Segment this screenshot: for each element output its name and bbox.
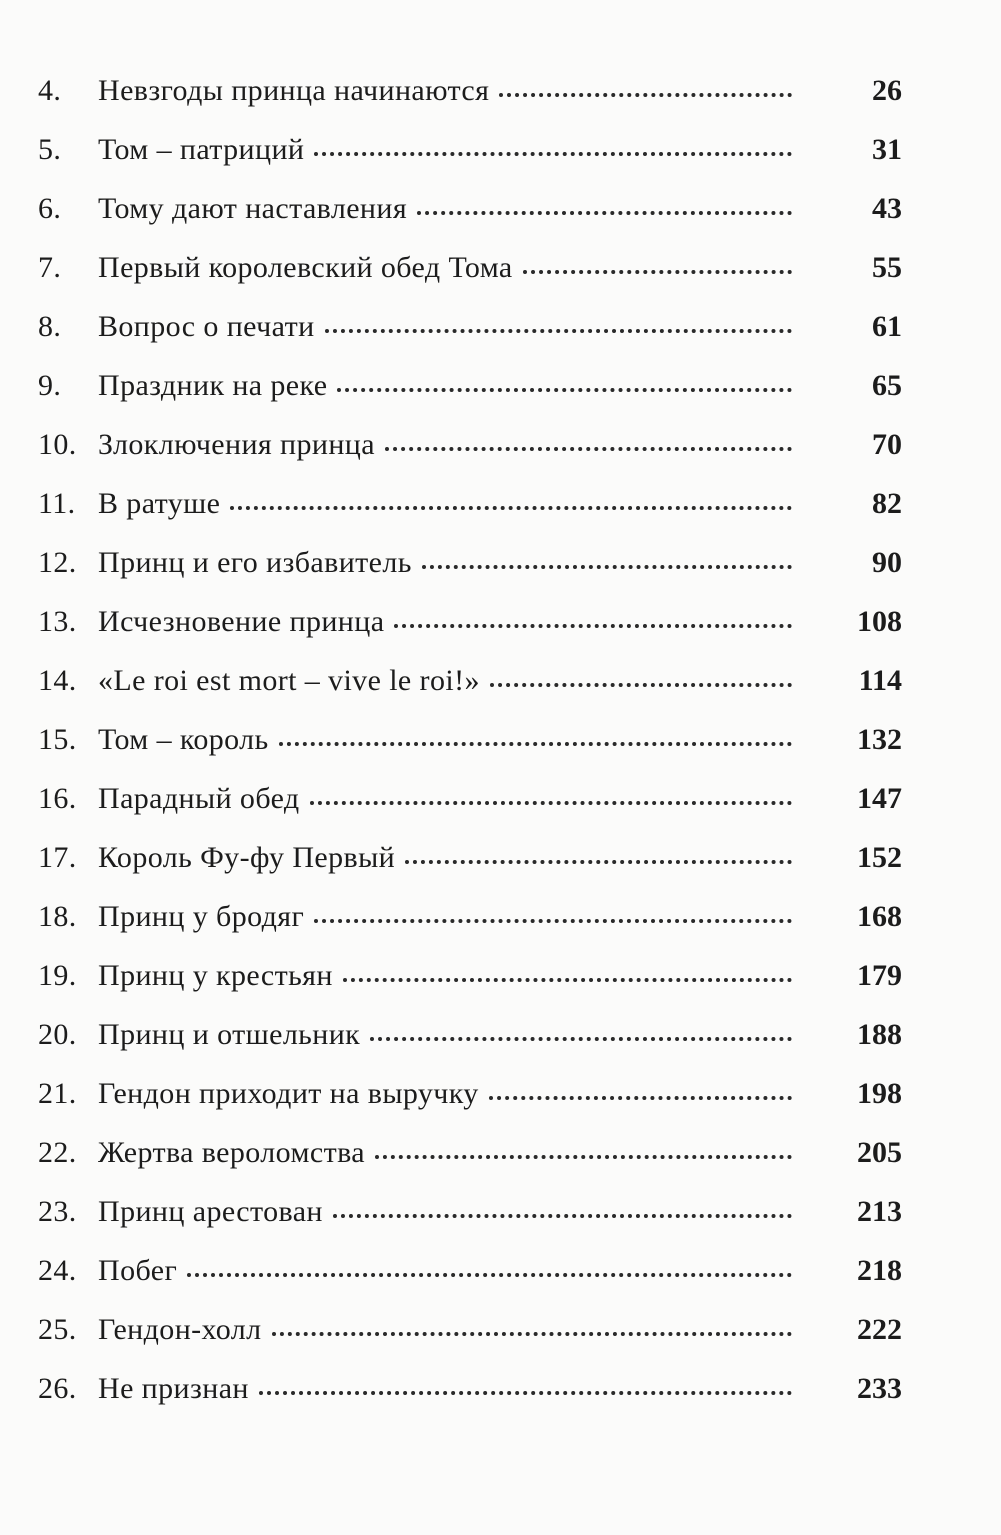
page-number: 90 (872, 546, 902, 579)
toc-entry (38, 133, 902, 192)
chapter-title: В ратуше (98, 487, 221, 520)
dot-leader (314, 919, 792, 923)
toc-entry (38, 369, 902, 428)
chapter-number: 13. (38, 605, 77, 638)
chapter-title: Невзгоды принца начинаются (98, 74, 490, 107)
chapter-title: Принц у бродяг (98, 900, 305, 933)
dot-leader (489, 1096, 792, 1100)
chapter-title: Принц и отшельник (98, 1018, 361, 1051)
page-number: 43 (872, 192, 902, 225)
chapter-title: Принц арестован (98, 1195, 323, 1228)
page-number: 147 (857, 782, 902, 815)
page-number: 198 (857, 1077, 902, 1110)
chapter-title: Жертва вероломства (98, 1136, 365, 1169)
toc-entry (38, 841, 902, 900)
chapter-title: Том – патриций (98, 133, 305, 166)
toc-entry (38, 959, 902, 1018)
toc-entry (38, 310, 902, 369)
chapter-title: Гендон приходит на выручку (98, 1077, 479, 1110)
chapter-title: Гендон-холл (98, 1313, 262, 1346)
chapter-title: Побег (98, 1254, 178, 1287)
chapter-title: Парадный обед (98, 782, 300, 815)
chapter-number: 16. (38, 782, 77, 815)
toc-entry (38, 1313, 902, 1372)
toc-entry (38, 251, 902, 310)
toc-entry (38, 192, 902, 251)
toc-entry (38, 723, 902, 782)
chapter-number: 12. (38, 546, 77, 579)
page-number: 233 (857, 1372, 902, 1405)
chapter-number: 14. (38, 664, 77, 697)
dot-leader (499, 93, 792, 97)
toc-entry (38, 900, 902, 959)
table-of-contents (38, 74, 902, 1431)
page-number: 168 (857, 900, 902, 933)
page-number: 26 (872, 74, 902, 107)
page-number: 179 (857, 959, 902, 992)
page-number: 65 (872, 369, 902, 402)
toc-entry (38, 1195, 902, 1254)
chapter-number: 4. (38, 74, 62, 107)
toc-entry (38, 1018, 902, 1077)
dot-leader (523, 270, 792, 274)
dot-leader (310, 801, 792, 805)
page-number: 205 (857, 1136, 902, 1169)
page-number: 213 (857, 1195, 902, 1228)
page-number: 108 (857, 605, 902, 638)
chapter-title: Не признан (98, 1372, 249, 1405)
dot-leader (333, 1214, 792, 1218)
chapter-title: Злоключения принца (98, 428, 375, 461)
chapter-number: 11. (38, 487, 76, 520)
toc-entry (38, 487, 902, 546)
dot-leader (385, 447, 792, 451)
page-number: 31 (872, 133, 902, 166)
page-number: 114 (858, 664, 902, 697)
chapter-title: Принц и его избавитель (98, 546, 412, 579)
dot-leader (405, 860, 792, 864)
chapter-number: 26. (38, 1372, 77, 1405)
dot-leader (337, 388, 792, 392)
dot-leader (490, 683, 792, 687)
chapter-title: Принц у крестьян (98, 959, 333, 992)
chapter-number: 20. (38, 1018, 77, 1051)
chapter-number: 6. (38, 192, 62, 225)
chapter-number: 24. (38, 1254, 77, 1287)
chapter-number: 10. (38, 428, 77, 461)
page-number: 70 (872, 428, 902, 461)
page-number: 55 (872, 251, 902, 284)
dot-leader (279, 742, 792, 746)
page-number: 82 (872, 487, 902, 520)
toc-entry (38, 1372, 902, 1431)
toc-entry (38, 74, 902, 133)
chapter-number: 25. (38, 1313, 77, 1346)
toc-entry (38, 605, 902, 664)
chapter-number: 5. (38, 133, 62, 166)
toc-entry (38, 546, 902, 605)
chapter-title: «Le roi est mort – vive le roi!» (98, 664, 480, 697)
chapter-title: Том – король (98, 723, 269, 756)
page-number: 188 (857, 1018, 902, 1051)
chapter-title: Первый королевский обед Тома (98, 251, 513, 284)
toc-entry (38, 1077, 902, 1136)
dot-leader (230, 506, 792, 510)
dot-leader (375, 1155, 792, 1159)
dot-leader (417, 211, 792, 215)
chapter-number: 7. (38, 251, 62, 284)
toc-entry (38, 428, 902, 487)
page-number: 61 (872, 310, 902, 343)
chapter-number: 8. (38, 310, 62, 343)
chapter-number: 15. (38, 723, 77, 756)
chapter-number: 19. (38, 959, 77, 992)
toc-entry (38, 1136, 902, 1195)
chapter-number: 18. (38, 900, 77, 933)
dot-leader (422, 565, 792, 569)
dot-leader (370, 1037, 792, 1041)
dot-leader (314, 152, 792, 156)
chapter-title: Тому дают наставления (98, 192, 408, 225)
chapter-number: 22. (38, 1136, 77, 1169)
toc-entry (38, 664, 902, 723)
chapter-title: Праздник на реке (98, 369, 328, 402)
page-number: 132 (857, 723, 902, 756)
dot-leader (325, 329, 792, 333)
page-number: 218 (857, 1254, 902, 1287)
chapter-number: 21. (38, 1077, 77, 1110)
dot-leader (343, 978, 792, 982)
dot-leader (259, 1391, 792, 1395)
page-number: 152 (857, 841, 902, 874)
toc-entry (38, 782, 902, 841)
dot-leader (394, 624, 792, 628)
chapter-title: Вопрос о печати (98, 310, 315, 343)
chapter-title: Исчезновение принца (98, 605, 385, 638)
dot-leader (272, 1332, 792, 1336)
dot-leader (187, 1273, 792, 1277)
chapter-number: 9. (38, 369, 62, 402)
chapter-title: Король Фу-фу Первый (98, 841, 396, 874)
page-number: 222 (857, 1313, 902, 1346)
toc-entry (38, 1254, 902, 1313)
chapter-number: 23. (38, 1195, 77, 1228)
chapter-number: 17. (38, 841, 77, 874)
